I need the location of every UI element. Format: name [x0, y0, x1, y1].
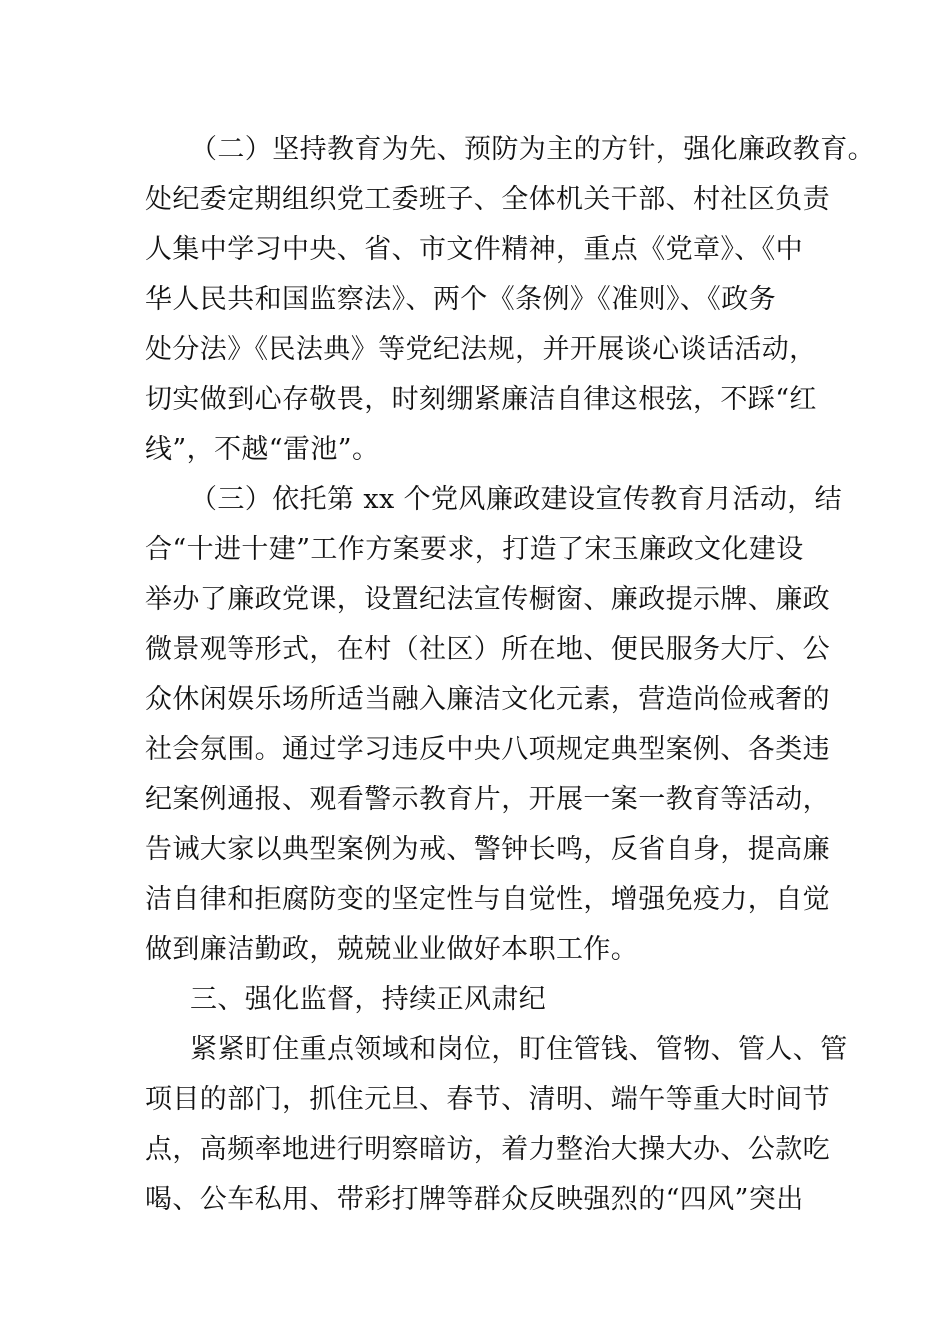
paragraph-3-line-5: 众休闲娱乐场所适当融入廉洁文化元素，营造尚俭戒奢的	[145, 684, 830, 715]
section-heading: 三、强化监督，持续正风肃纪	[190, 984, 547, 1015]
paragraph-3-line-3: 举办了廉政党课，设置纪法宣传橱窗、廉政提示牌、廉政	[145, 584, 830, 615]
paragraph-2-line-1: （二）坚持教育为先、预防为主的方针，强化廉政教育。	[190, 134, 875, 165]
paragraph-2-line-6: 切实做到心存敬畏，时刻绷紧廉洁自律这根弦，不踩“红	[145, 384, 817, 415]
paragraph-3-line-9: 洁自律和拒腐防变的坚定性与自觉性，增强免疫力，自觉	[145, 884, 830, 915]
paragraph-4-line-4: 喝、公车私用、带彩打牌等群众反映强烈的“四风”突出	[145, 1184, 804, 1215]
paragraph-3-line-4: 微景观等形式，在村（社区）所在地、便民服务大厅、公	[145, 634, 830, 665]
paragraph-3-line-6: 社会氛围。通过学习违反中央八项规定典型案例、各类违	[145, 734, 830, 765]
paragraph-2-line-3: 人集中学习中央、省、市文件精神，重点《党章》、《中	[145, 234, 803, 265]
paragraph-3-line-7: 纪案例通报、观看警示教育片，开展一案一教育等活动，	[145, 784, 830, 815]
paragraph-3-line-2: 合“十进十建”工作方案要求，打造了宋玉廉政文化建设	[145, 534, 804, 565]
paragraph-4-line-1: 紧紧盯住重点领域和岗位，盯住管钱、管物、管人、管	[190, 1034, 848, 1065]
paragraph-2-line-2: 处纪委定期组织党工委班子、全体机关干部、村社区负责	[145, 184, 830, 215]
paragraph-3-line-8: 告诫大家以典型案例为戒、警钟长鸣，反省自身，提高廉	[145, 834, 830, 865]
paragraph-2-line-4: 华人民共和国监察法》、两个《条例》《准则》、《政务	[145, 284, 776, 315]
paragraph-2-line-5: 处分法》《民法典》等党纪法规，并开展谈心谈话活动，	[145, 334, 817, 365]
paragraph-2-line-7: 线”，不越“雷池”。	[145, 434, 380, 465]
paragraph-4-line-3: 点，高频率地进行明察暗访，着力整治大操大办、公款吃	[145, 1134, 830, 1165]
paragraph-4-line-2: 项目的部门，抓住元旦、春节、清明、端午等重大时间节	[145, 1084, 830, 1115]
paragraph-3-line-10: 做到廉洁勤政，兢兢业业做好本职工作。	[145, 934, 639, 965]
paragraph-3-line-1: （三）依托第 xx 个党风廉政建设宣传教育月活动，结	[190, 484, 843, 515]
